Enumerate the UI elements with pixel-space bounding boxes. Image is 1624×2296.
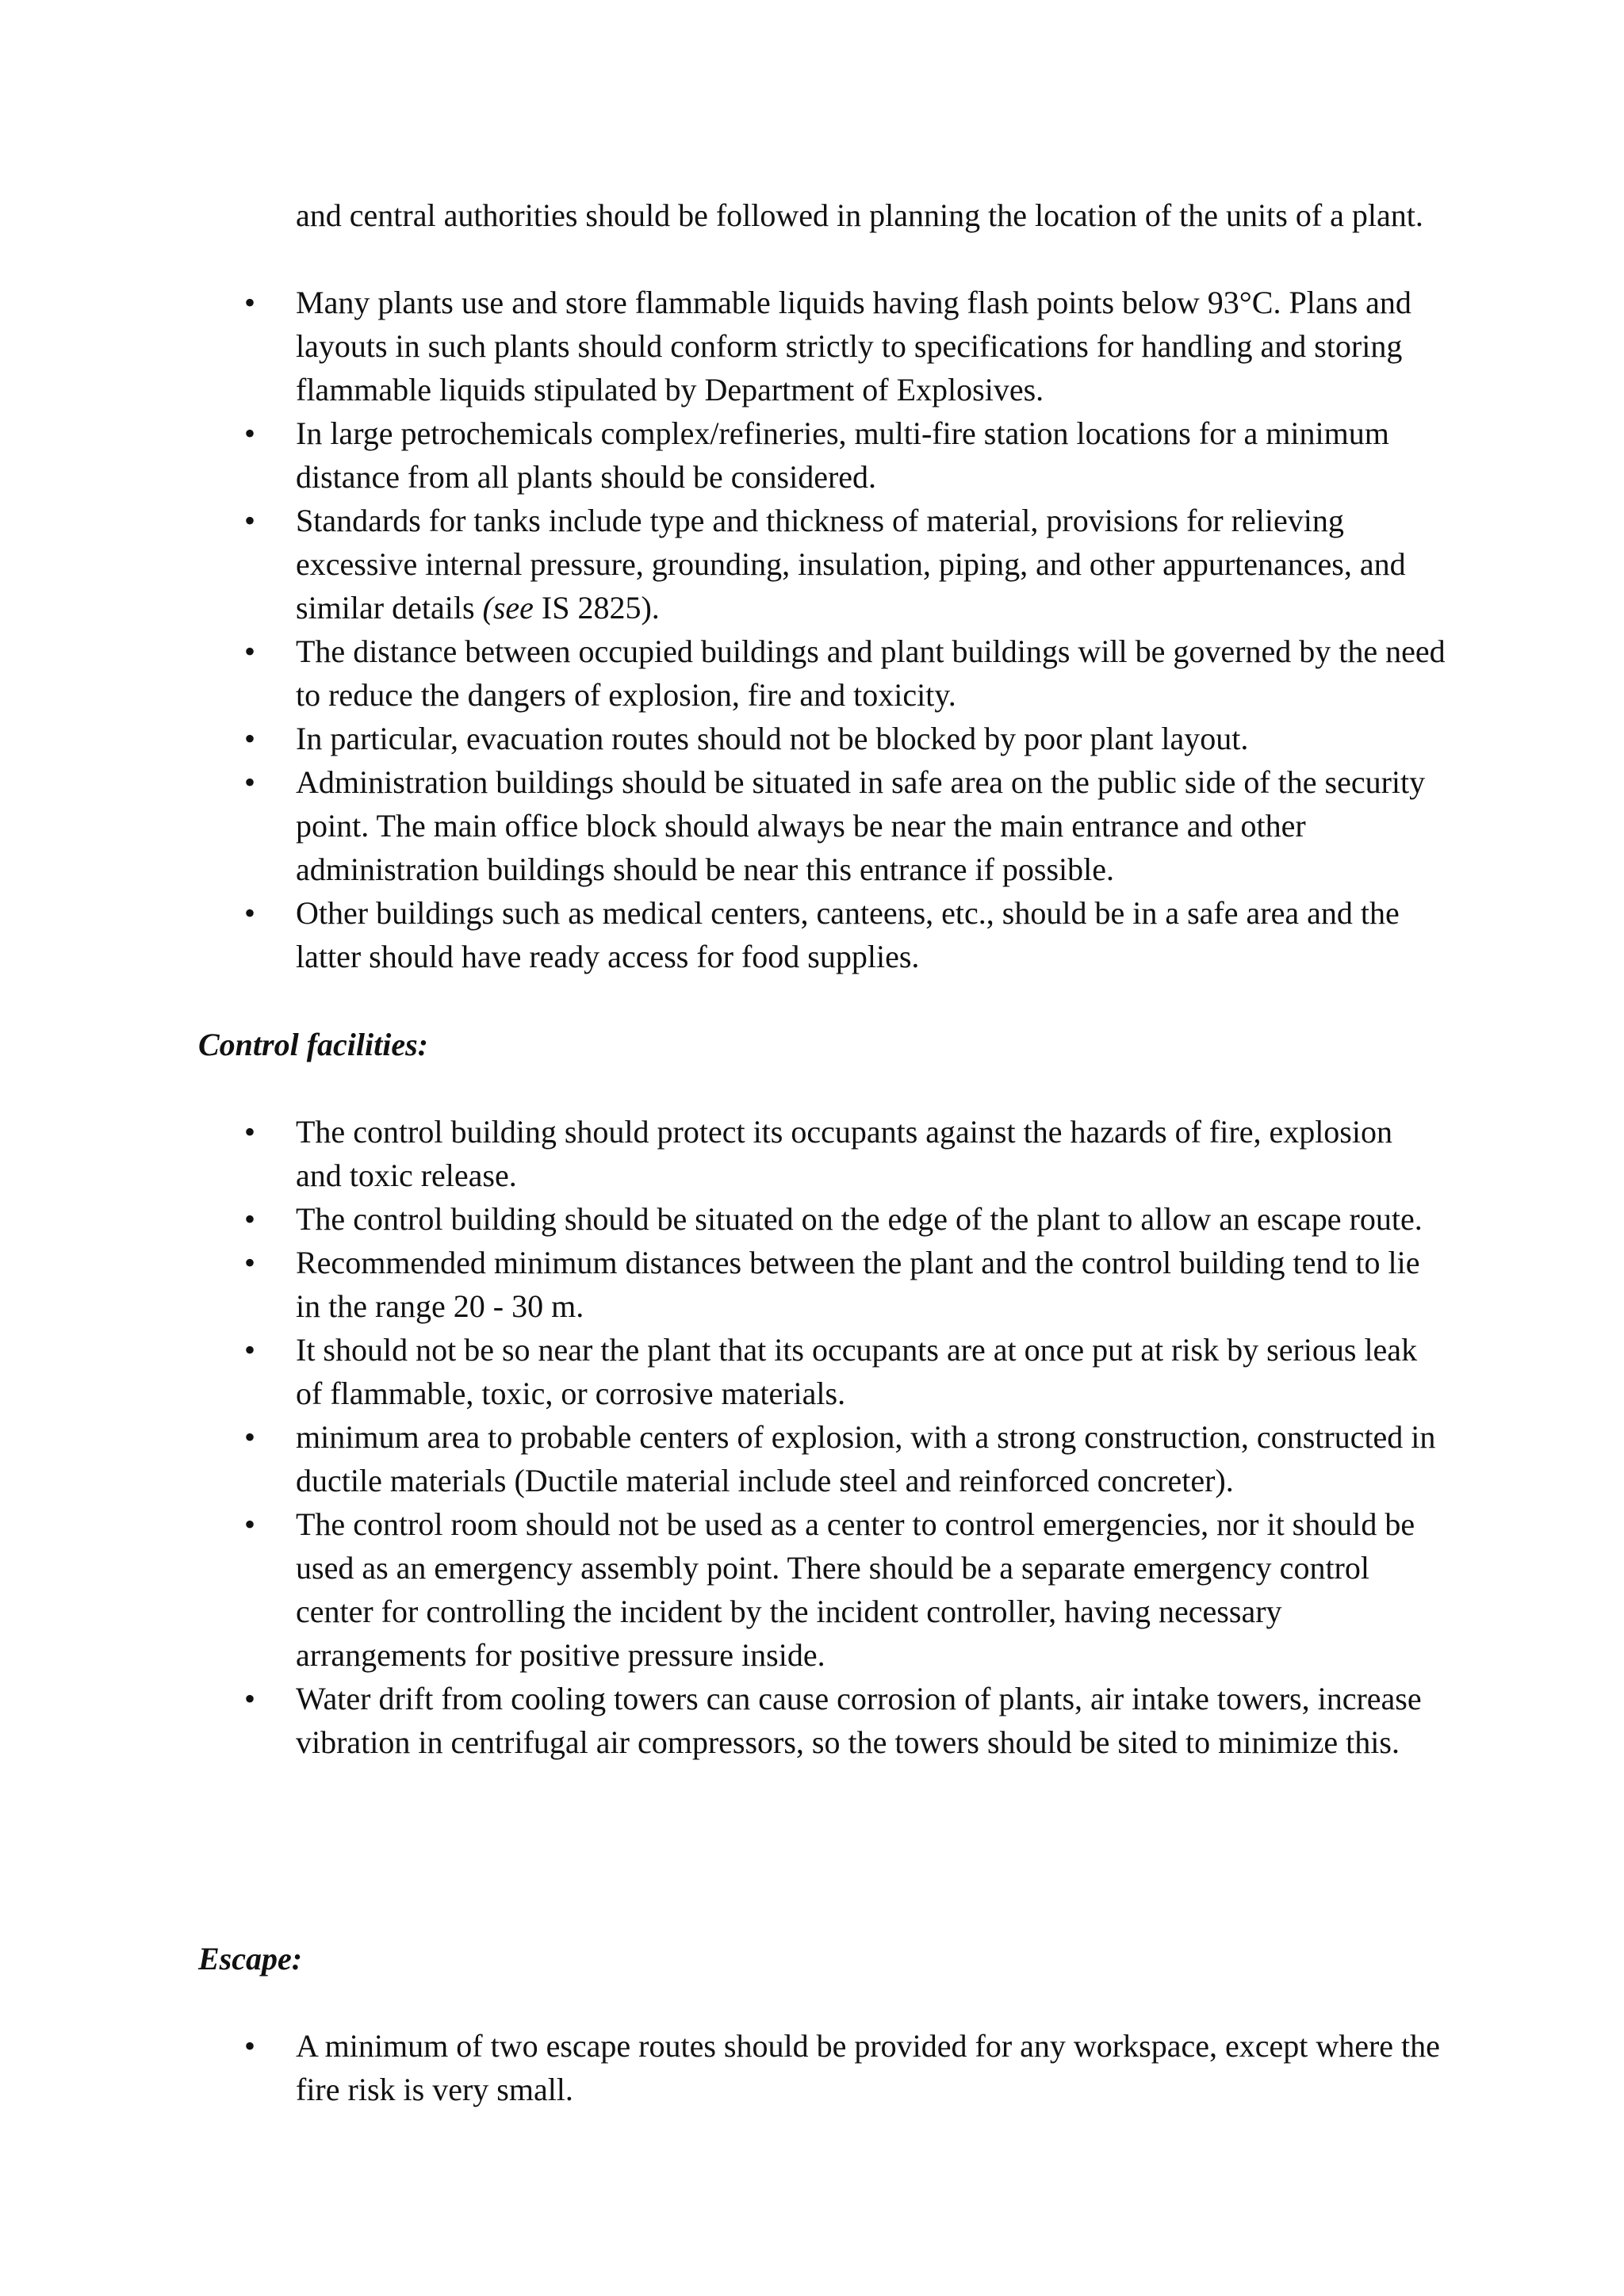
see-reference-italic: (see [482,590,534,626]
bullet-icon: • [244,721,256,756]
bullet-icon: • [244,503,256,538]
list-item-text: Many plants use and store flammable liquids having flash points below 93°C. Plans and layouts in such plants should conform strictly to specifications for handling and storing flammable liquids stipulated by Department of Explosives. [296,285,1411,408]
list-item [0,1241,1446,1328]
list-item-text: minimum area to probable centers of explosion, with a strong construction, constructed in ductile materials (Ductile material include steel and reinforced concreter). [296,1419,1436,1498]
list-item-text: In large petrochemicals complex/refineries, multi-fire station locations for a minimum distance from all plants should be considered. [296,415,1389,495]
bullet-icon: • [244,285,256,320]
list-item [0,629,1446,717]
list-item [0,1197,1446,1241]
list-item-text-part: IS 2825). [533,590,660,626]
bullet-icon: • [244,1332,256,1368]
escape-bullet-list [0,2024,1624,2111]
bullet-icon: • [244,2028,256,2064]
list-item [0,1328,1446,1415]
list-item [0,717,1446,760]
list-item [0,1415,1446,1502]
list-item-text: The control building should protect its occupants against the hazards of fire, explosion and toxic release. [296,1114,1392,1193]
continuation-paragraph: and central authorities should be followed in planning the location of the units of a plant. [296,197,1423,233]
list-item [0,1677,1446,1764]
plant-layout-bullet-list [0,281,1624,978]
bullet-icon: • [244,764,256,800]
control-facilities-heading: Control facilities: [198,1027,428,1062]
list-item [0,1110,1446,1197]
list-item [0,2024,1446,2111]
bullet-icon: • [244,1114,256,1150]
list-item-text: Recommended minimum distances between the plant and the control building tend to lie in the range 20 - 30 m. [296,1245,1420,1324]
escape-heading: Escape: [198,1941,303,1976]
list-item-text: The control building should be situated on the edge of the plant to allow an escape route. [296,1201,1423,1237]
list-item [0,411,1446,499]
list-item-text [296,503,1406,626]
list-item [0,891,1446,978]
bullet-icon: • [244,1506,256,1542]
control-facilities-bullet-list [0,1110,1624,1764]
list-item-text: Administration buildings should be situated in safe area on the public side of the security point. The main office block should always be near the main entrance and other administration buildings should be near this entrance if possible. [296,764,1426,887]
bullet-icon: • [244,1419,256,1455]
list-item [0,760,1446,891]
bullet-icon: • [244,633,256,669]
bullet-icon: • [244,1245,256,1280]
bullet-icon: • [244,1681,256,1716]
list-item-text: A minimum of two escape routes should be provided for any workspace, except where the fire risk is very small. [296,2028,1440,2107]
list-item-text: Water drift from cooling towers can cause corrosion of plants, air intake towers, increase vibration in centrifugal air compressors, so the towers should be sited to minimize this. [296,1681,1422,1760]
list-item-text: The distance between occupied buildings and plant buildings will be governed by the need to reduce the dangers of explosion, fire and toxicity. [296,633,1446,713]
list-item-text: The control room should not be used as a center to control emergencies, nor it should be used as an emergency assembly point. There should be a separate emergency control center for controlling the incident by the incident controller, having necessary arrangements for positive pressure inside. [296,1506,1415,1673]
list-item [0,499,1446,629]
list-item [0,281,1446,411]
list-item-text: In particular, evacuation routes should not be blocked by poor plant layout. [296,721,1249,756]
bullet-icon: • [244,415,256,451]
list-item-text: Other buildings such as medical centers, canteens, etc., should be in a safe area and the latter should have ready access for food supplies. [296,895,1400,974]
list-item-text: It should not be so near the plant that its occupants are at once put at risk by serious leak of flammable, toxic, or corrosive materials. [296,1332,1418,1411]
bullet-icon: • [244,1201,256,1237]
bullet-icon: • [244,895,256,931]
list-item [0,1502,1446,1677]
list-item-text-part: Standards for tanks include type and thickness of material, provisions for relieving excessive internal pressure, grounding, insulation, piping, and other appurtenances, and similar details [296,503,1406,626]
